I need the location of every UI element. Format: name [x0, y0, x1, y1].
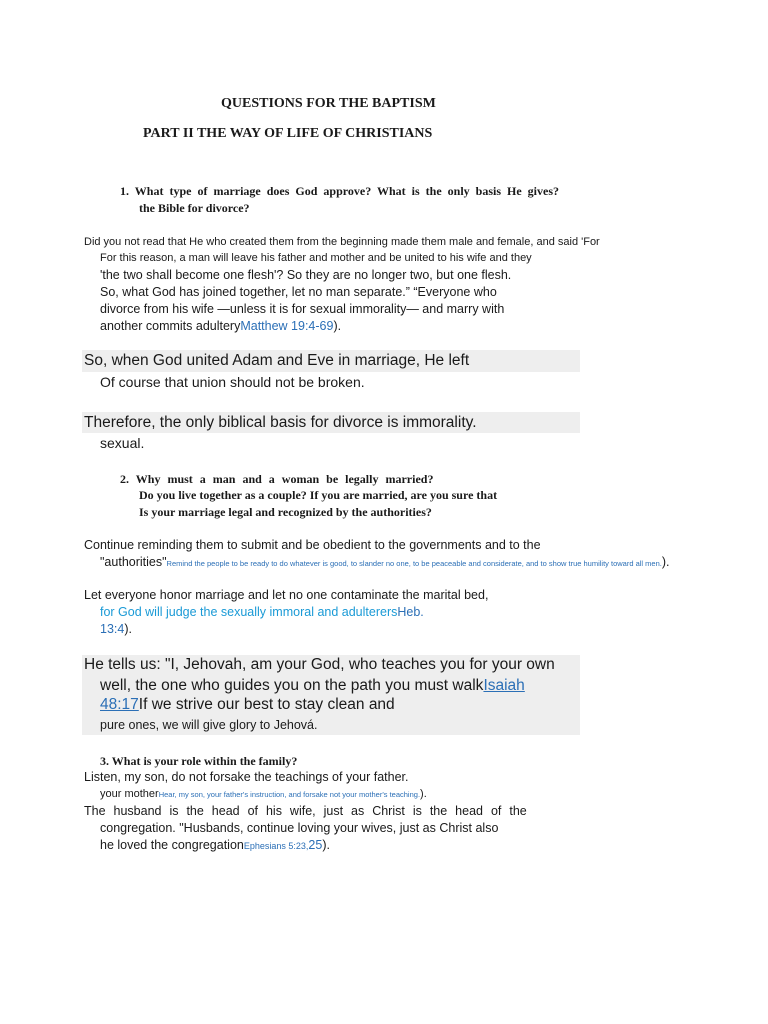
- bible-reference-matthew-verse[interactable]: 9: [326, 319, 334, 333]
- answer-6-line-2: [100, 677, 525, 695]
- bible-reference-isaiah-verse[interactable]: 48:17: [100, 696, 139, 713]
- answer-1-line-6-close: ).: [333, 319, 342, 333]
- answer-2-line-1: So, when God united Adam and Eve in marriage, He left: [84, 352, 470, 369]
- answer-6-line-3: [100, 696, 395, 714]
- answer-8-line-3-text: he loved the congregation: [100, 838, 244, 852]
- question-1-line-1: 1. What type of marriage does God approve? What is the only basis He gives?: [120, 184, 560, 198]
- answer-8-line-2: congregation. "Husbands, continue loving your wives, just as Christ also: [100, 821, 499, 835]
- bible-reference-matthew[interactable]: Matthew 19:4-6: [240, 319, 327, 333]
- answer-5-line-1: Let everyone honor marriage and let no one contaminate the marital bed,: [84, 588, 489, 602]
- question-1-line-2: the Bible for divorce?: [139, 201, 250, 215]
- answer-4-line-1: Continue reminding them to submit and be obedient to the governments and to the: [84, 538, 541, 552]
- bible-reference-isaiah[interactable]: Isaiah: [483, 677, 525, 694]
- answer-4-line-2: [100, 555, 670, 569]
- question-2-line-1: 2. Why must a man and a woman be legally married?: [120, 472, 434, 486]
- bible-reference-hebrews-verse[interactable]: 13:4: [100, 622, 125, 636]
- answer-7-close: ).: [420, 788, 427, 800]
- answer-1-line-4: So, what God has joined together, let no man separate.” “Everyone who: [100, 285, 497, 299]
- answer-2-line-2: Of course that union should not be broken.: [100, 374, 365, 390]
- answer-1-line-2: For this reason, a man will leave his father and mother and be united to his wife and they: [100, 252, 532, 264]
- answer-5-line-2: [100, 605, 424, 619]
- question-2-line-3: Is your marriage legal and recognized by the authorities?: [139, 505, 432, 519]
- answer-4-close: ).: [661, 555, 670, 569]
- page-subtitle: PART II THE WAY OF LIFE OF CHRISTIANS: [143, 126, 433, 141]
- answer-1-line-5: divorce from his wife —unless it is for sexual immorality— and marry with: [100, 302, 505, 316]
- answer-5-line-3: [100, 622, 132, 636]
- bible-reference-ephesians[interactable]: Ephesians 5:23,: [243, 841, 309, 851]
- answer-8-line-3: [100, 838, 330, 852]
- answer-3-line-2: sexual.: [100, 435, 145, 451]
- question-3-line-1: 3. What is your role within the family?: [100, 754, 298, 768]
- answer-1-line-6-text: another commits adultery: [100, 319, 241, 333]
- question-2-line-2: Do you live together as a couple? If you are married, are you sure that: [139, 488, 498, 502]
- answer-7-line-2: [100, 788, 427, 800]
- answer-6-line-3-text: If we strive our best to stay clean and: [138, 696, 395, 713]
- bible-reference-ephesians-verse[interactable]: 25: [308, 838, 323, 852]
- answer-6-line-1: He tells us: "I, Jehovah, am your God, who teaches you for your own: [84, 656, 555, 673]
- page-title: QUESTIONS FOR THE BAPTISM: [221, 96, 436, 111]
- answer-1-line-6: [100, 319, 341, 333]
- hebrews-quote: for God will judge the sexually immoral and adulterers: [100, 605, 398, 619]
- answer-6-line-2-text: well, the one who guides you on the path you must walk: [100, 677, 484, 694]
- bible-reference-hebrews[interactable]: Heb.: [397, 605, 424, 619]
- answer-8-close: ).: [322, 838, 330, 852]
- answer-1-line-3: 'the two shall become one flesh'? So they are no longer two, but one flesh.: [100, 268, 512, 282]
- answer-6-line-4: pure ones, we will give glory to Jehová.: [100, 718, 318, 732]
- your-mother-text: your mother: [100, 788, 159, 800]
- answer-5-close: ).: [124, 622, 132, 636]
- answer-7-line-1: Listen, my son, do not forsake the teachings of your father.: [84, 770, 409, 784]
- answer-8-line-1: The husband is the head of his wife, just as Christ is the head of the: [84, 804, 527, 818]
- answer-1-line-1: Did you not read that He who created them from the beginning made them male and female, and said 'For: [84, 236, 600, 248]
- answer-3-line-1: Therefore, the only biblical basis for divorce is immorality.: [84, 414, 477, 431]
- footnote-proverbs[interactable]: Hear, my son, your father's instruction, and forsake not your mother's teaching.: [158, 790, 421, 799]
- authorities-text: "authorities": [100, 555, 167, 569]
- footnote-titus[interactable]: Remind the people to be ready to do whatever is good, to slander no one, to be peaceable and considerate, and to show true humility toward all men.: [166, 559, 662, 568]
